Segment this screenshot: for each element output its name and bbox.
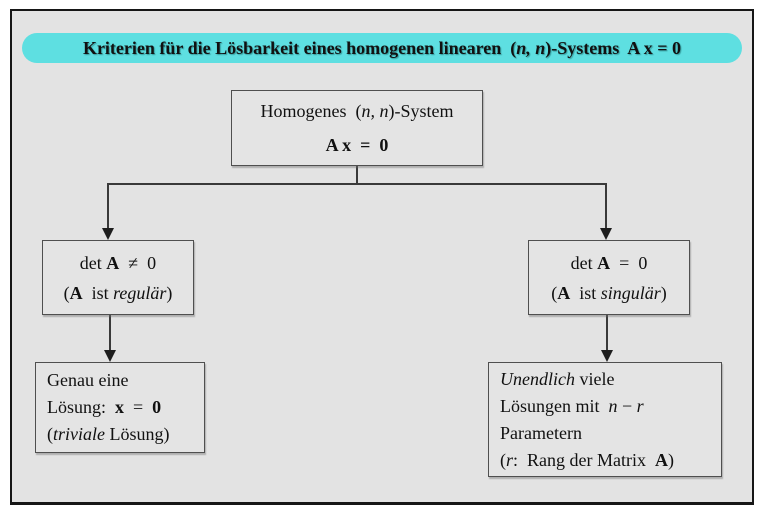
root-box <box>231 90 483 166</box>
unique-solution-line3: (triviale Lösung) <box>47 424 170 444</box>
title-text: Kriterien für die Lösbarkeit eines homogenen linearen (n, n)-Systems A x = 0 <box>82 37 682 58</box>
title-banner <box>22 33 742 63</box>
arrow-down-icon <box>104 350 116 362</box>
connector-right-drop <box>605 183 607 229</box>
connector-left-drop <box>107 183 109 229</box>
infinite-solutions-line3: Parametern <box>500 422 582 443</box>
det-nonzero-box <box>42 240 194 315</box>
arrow-down-icon <box>600 228 612 240</box>
det-zero-line1: det A = 0 <box>570 252 648 273</box>
arrow-down-icon <box>102 228 114 240</box>
infinite-solutions-box <box>488 362 722 477</box>
infinite-solutions-line4: (r: Rang der Matrix A) <box>500 449 674 470</box>
root-box-line2: A x = 0 <box>325 135 389 155</box>
det-zero-line2: (A ist singulär) <box>551 282 667 303</box>
unique-solution-line1: Genau eine <box>47 370 129 390</box>
infinite-solutions-line2: Lösungen mit n − r <box>500 395 644 416</box>
arrow-down-icon <box>601 350 613 362</box>
connector-root-stub <box>356 166 358 184</box>
det-nonzero-line2: (A ist regulär) <box>63 282 173 303</box>
connector-right-lower-drop <box>606 315 608 351</box>
unique-solution-box <box>35 362 205 453</box>
unique-solution-line2: Lösung: x = 0 <box>47 397 162 417</box>
det-nonzero-line1: det A ≠ 0 <box>79 252 157 273</box>
connector-left-lower-drop <box>109 315 111 351</box>
connector-branch-horizontal <box>107 183 607 185</box>
det-zero-box <box>528 240 690 315</box>
root-box-line1: Homogenes (n, n)-System <box>260 101 454 121</box>
infinite-solutions-line1: Unendlich viele <box>500 368 615 389</box>
